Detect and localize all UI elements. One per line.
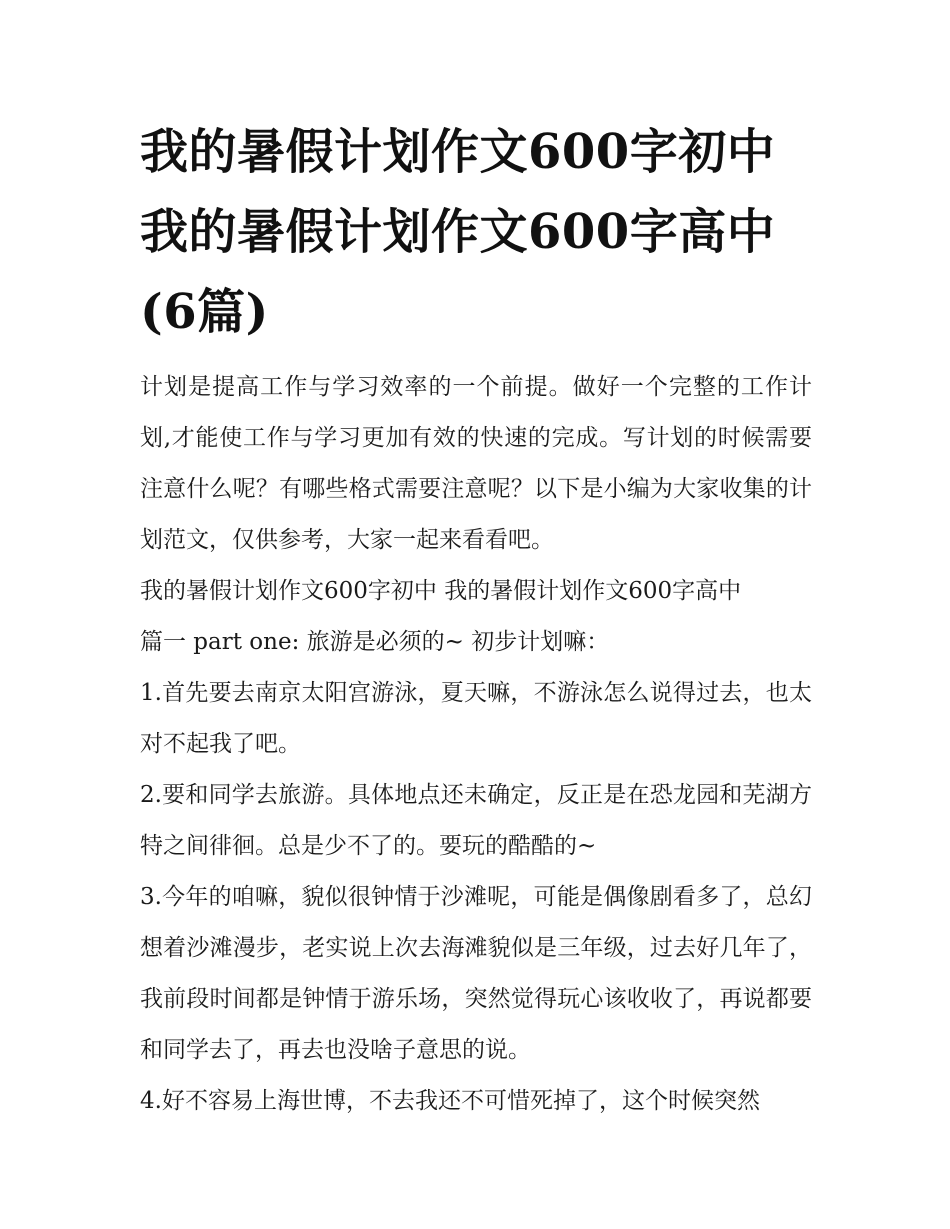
list-item-2: 2.要和同学去旅游。具体地点还未确定，反正是在恐龙园和芜湖方特之间徘徊。总是少不了的。要玩的酷酷的~	[140, 782, 812, 859]
list-item-4: 4.好不容易上海世博，不去我还不可惜死掉了，这个时候突然	[140, 1088, 760, 1114]
list-item-3: 3.今年的咱嘛，貌似很钟情于沙滩呢，可能是偶像剧看多了，总幻想着沙滩漫步，老实说上次去海滩貌似是三年级，过去好几年了，我前段时间都是钟情于游乐场，突然觉得玩心该收收了，再说都要和同学去了，再去也没啥子意思的说。	[140, 884, 812, 1063]
section-heading: 篇一 part one: 旅游是必须的~ 初步计划嘛：	[140, 629, 610, 655]
list-item-1: 1.首先要去南京太阳宫游泳，夏天嘛，不游泳怎么说得过去，也太对不起我了吧。	[140, 680, 812, 757]
intro-paragraph: 计划是提高工作与学习效率的一个前提。做好一个完整的工作计划,才能使工作与学习更加有效的快速的完成。写计划的时候需要注意什么呢？有哪些格式需要注意呢？以下是小编为大家收集的计划范文，仅供参考，大家一起来看看吧。	[140, 374, 812, 553]
document-title: 我的暑假计划作文600字初中 我的暑假计划作文600字高中(6篇)	[140, 124, 776, 340]
subtitle-line: 我的暑假计划作文600字初中 我的暑假计划作文600字高中	[140, 578, 742, 604]
document-body	[140, 112, 812, 1127]
